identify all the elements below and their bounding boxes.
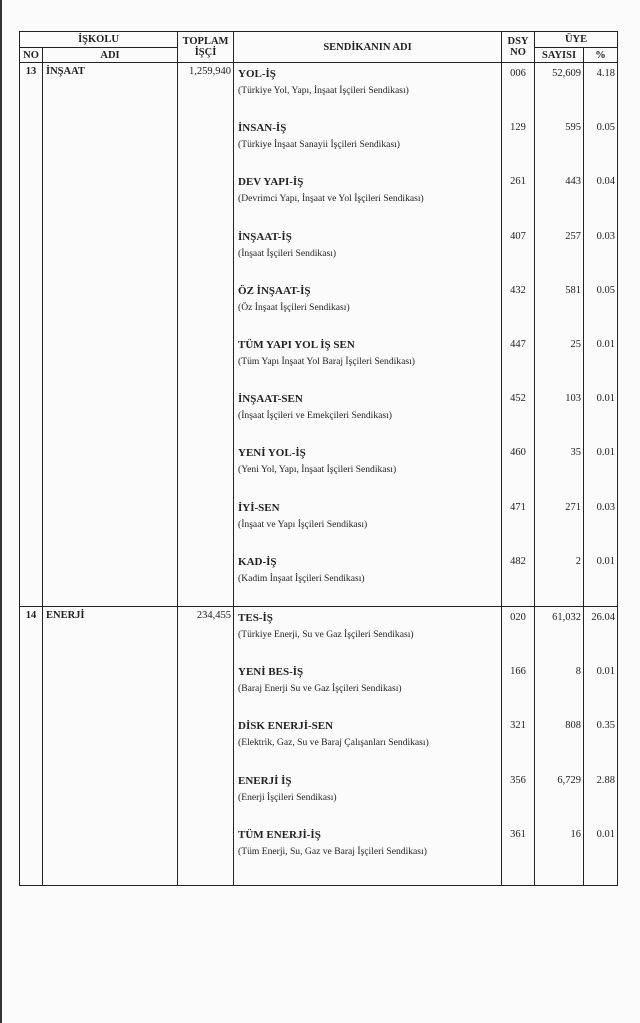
union-dsy-no: 321 (510, 720, 526, 732)
union-percent: 0.05 (596, 122, 616, 134)
group-total-workers: 234,455 (178, 607, 234, 886)
union-entry (234, 715, 501, 769)
union-percent: 0.05 (596, 284, 616, 296)
union-member-count: 103 (565, 393, 582, 405)
union-short-name: ENERJİ İŞ (238, 774, 292, 787)
union-full-name: (İnşaat İşçileri Sendikası) (238, 247, 337, 259)
union-member-count: 16 (570, 828, 582, 840)
header-percent: % (584, 48, 618, 63)
union-percent: 0.01 (596, 447, 616, 459)
union-member-count: 808 (565, 720, 582, 732)
union-names-cell (234, 63, 502, 607)
table-body (20, 63, 618, 886)
union-full-name: (Türkiye İnşaat Sanayii İşçileri Sendikası) (238, 139, 400, 151)
union-member-count: 35 (570, 447, 582, 459)
union-short-name: YENİ BES-İŞ (238, 666, 304, 679)
union-dsy-no: 361 (510, 828, 526, 840)
union-member-count: 443 (565, 176, 582, 188)
header-uye: ÜYE (535, 32, 618, 48)
union-entry (234, 334, 501, 388)
union-dsy-no: 261 (510, 176, 526, 188)
union-dsy-no: 166 (510, 666, 526, 678)
union-full-name: (Tüm Enerji, Su, Gaz ve Baraj İşçileri Sendikası) (238, 845, 427, 857)
union-full-name: (İnşaat ve Yapı İşçileri Sendikası) (238, 518, 368, 530)
union-entry (234, 661, 501, 715)
union-percent: 0.03 (596, 501, 616, 513)
header-dsy-no: DSY NO (502, 32, 535, 63)
union-entry (234, 388, 501, 442)
union-entry (234, 226, 501, 280)
union-percent: 0.01 (596, 828, 616, 840)
union-percent: 4.18 (596, 68, 616, 79)
union-short-name: DEV YAPI-İŞ (238, 176, 304, 189)
union-percent: 0.03 (596, 230, 616, 242)
union-short-name: YENİ YOL-İŞ (238, 447, 306, 460)
union-entry (234, 770, 501, 824)
union-dsy-no: 407 (510, 230, 526, 242)
union-short-name: İYİ-SEN (238, 501, 280, 514)
union-percent: 2.88 (596, 774, 616, 786)
union-dsy-no: 452 (510, 393, 526, 405)
union-full-name: (Türkiye Enerji, Su ve Gaz İşçileri Sendikası) (238, 629, 414, 640)
union-member-count: 61,032 (552, 612, 582, 623)
header-sayisi: SAYISI (535, 48, 584, 63)
union-percent: 0.01 (596, 393, 616, 405)
union-full-name: (Yeni Yol, Yapı, İnşaat İşçileri Sendikası) (238, 464, 397, 476)
union-full-name: (Öz İnşaat İşçileri Sendikası) (238, 301, 350, 313)
union-short-name: YOL-İŞ (238, 68, 276, 80)
union-entry (234, 824, 501, 878)
union-short-name: İNSAN-İŞ (238, 122, 287, 135)
union-entry (234, 497, 501, 551)
union-dsy-no: 129 (510, 122, 526, 134)
union-short-name: İNŞAAT-SEN (238, 393, 303, 406)
union-member-count: 6,729 (557, 774, 582, 786)
union-short-name: İNŞAAT-İŞ (238, 230, 292, 243)
union-short-name: DİSK ENERJİ-SEN (238, 720, 334, 733)
dsy-cell (502, 63, 535, 607)
group-name: ENERJİ (43, 607, 178, 886)
union-member-count: 8 (575, 666, 582, 678)
members-cell (535, 63, 584, 607)
union-dsy-no: 432 (510, 284, 526, 296)
union-dsy-no: 447 (510, 338, 526, 350)
union-entry (234, 607, 501, 661)
union-full-name: (İnşaat İşçileri ve Emekçileri Sendikası) (238, 410, 392, 422)
union-full-name: (Kadim İnşaat İşçileri Sendikası) (238, 572, 365, 584)
union-short-name: ÖZ İNŞAAT-İŞ (238, 284, 311, 297)
union-full-name: (Tüm Yapı İnşaat Yol Baraj İşçileri Sendikası) (238, 355, 415, 367)
percent-cell (584, 607, 618, 886)
union-names-cell (234, 607, 502, 886)
header-toplam-isci: TOPLAM İŞÇİ (178, 32, 234, 63)
page-edge (0, 0, 2, 1023)
union-member-count: 595 (565, 122, 582, 134)
union-dsy-no: 482 (510, 555, 526, 567)
union-short-name: TES-İŞ (238, 612, 273, 624)
header-iskolu: İŞKOLU (20, 32, 178, 48)
union-dsy-no: 356 (510, 774, 526, 786)
union-short-name: KAD-İŞ (238, 555, 277, 568)
union-percent: 0.01 (596, 338, 616, 350)
union-membership-table (19, 31, 618, 886)
group-row (20, 63, 618, 607)
union-dsy-no: 020 (510, 612, 526, 623)
union-entry (234, 551, 501, 605)
dsy-cell (502, 607, 535, 886)
union-member-count: 25 (570, 338, 582, 350)
union-percent: 0.04 (596, 176, 616, 188)
union-entry (234, 171, 501, 225)
union-dsy-no: 006 (510, 68, 526, 79)
group-no: 14 (20, 607, 43, 886)
union-entry (234, 117, 501, 171)
union-full-name: (Enerji İşçileri Sendikası) (238, 791, 337, 803)
union-percent: 0.01 (596, 666, 616, 678)
union-member-count: 581 (565, 284, 582, 296)
union-member-count: 52,609 (552, 68, 582, 79)
header-adi: ADI (43, 48, 178, 63)
union-percent: 0.01 (596, 555, 616, 567)
union-short-name: TÜM YAPI YOL İŞ SEN (238, 338, 355, 351)
union-entry (234, 280, 501, 334)
union-full-name: (Devrimci Yapı, İnşaat ve Yol İşçileri Sendikası) (238, 193, 424, 205)
union-member-count: 257 (565, 230, 582, 242)
union-member-count: 271 (565, 501, 582, 513)
group-total-workers: 1,259,940 (178, 63, 234, 607)
group-name: İNŞAAT (43, 63, 178, 607)
union-percent: 0.35 (596, 720, 616, 732)
union-entry (234, 442, 501, 496)
union-entry (234, 63, 501, 117)
header-no: NO (20, 48, 43, 63)
union-member-count: 2 (575, 555, 582, 567)
union-dsy-no: 471 (510, 501, 526, 513)
header-sendika-adi: SENDİKANIN ADI (234, 32, 502, 63)
members-cell (535, 607, 584, 886)
group-row (20, 607, 618, 886)
percent-cell (584, 63, 618, 607)
union-full-name: (Türkiye Yol, Yapı, İnşaat İşçileri Sendikası) (238, 85, 409, 96)
union-dsy-no: 460 (510, 447, 526, 459)
group-no: 13 (20, 63, 43, 607)
union-full-name: (Baraj Enerji Su ve Gaz İşçileri Sendikası) (238, 683, 402, 695)
union-percent: 26.04 (591, 612, 616, 623)
union-short-name: TÜM ENERJİ-İŞ (238, 828, 321, 841)
union-full-name: (Elektrik, Gaz, Su ve Baraj Çalışanları Sendikası) (238, 737, 429, 749)
